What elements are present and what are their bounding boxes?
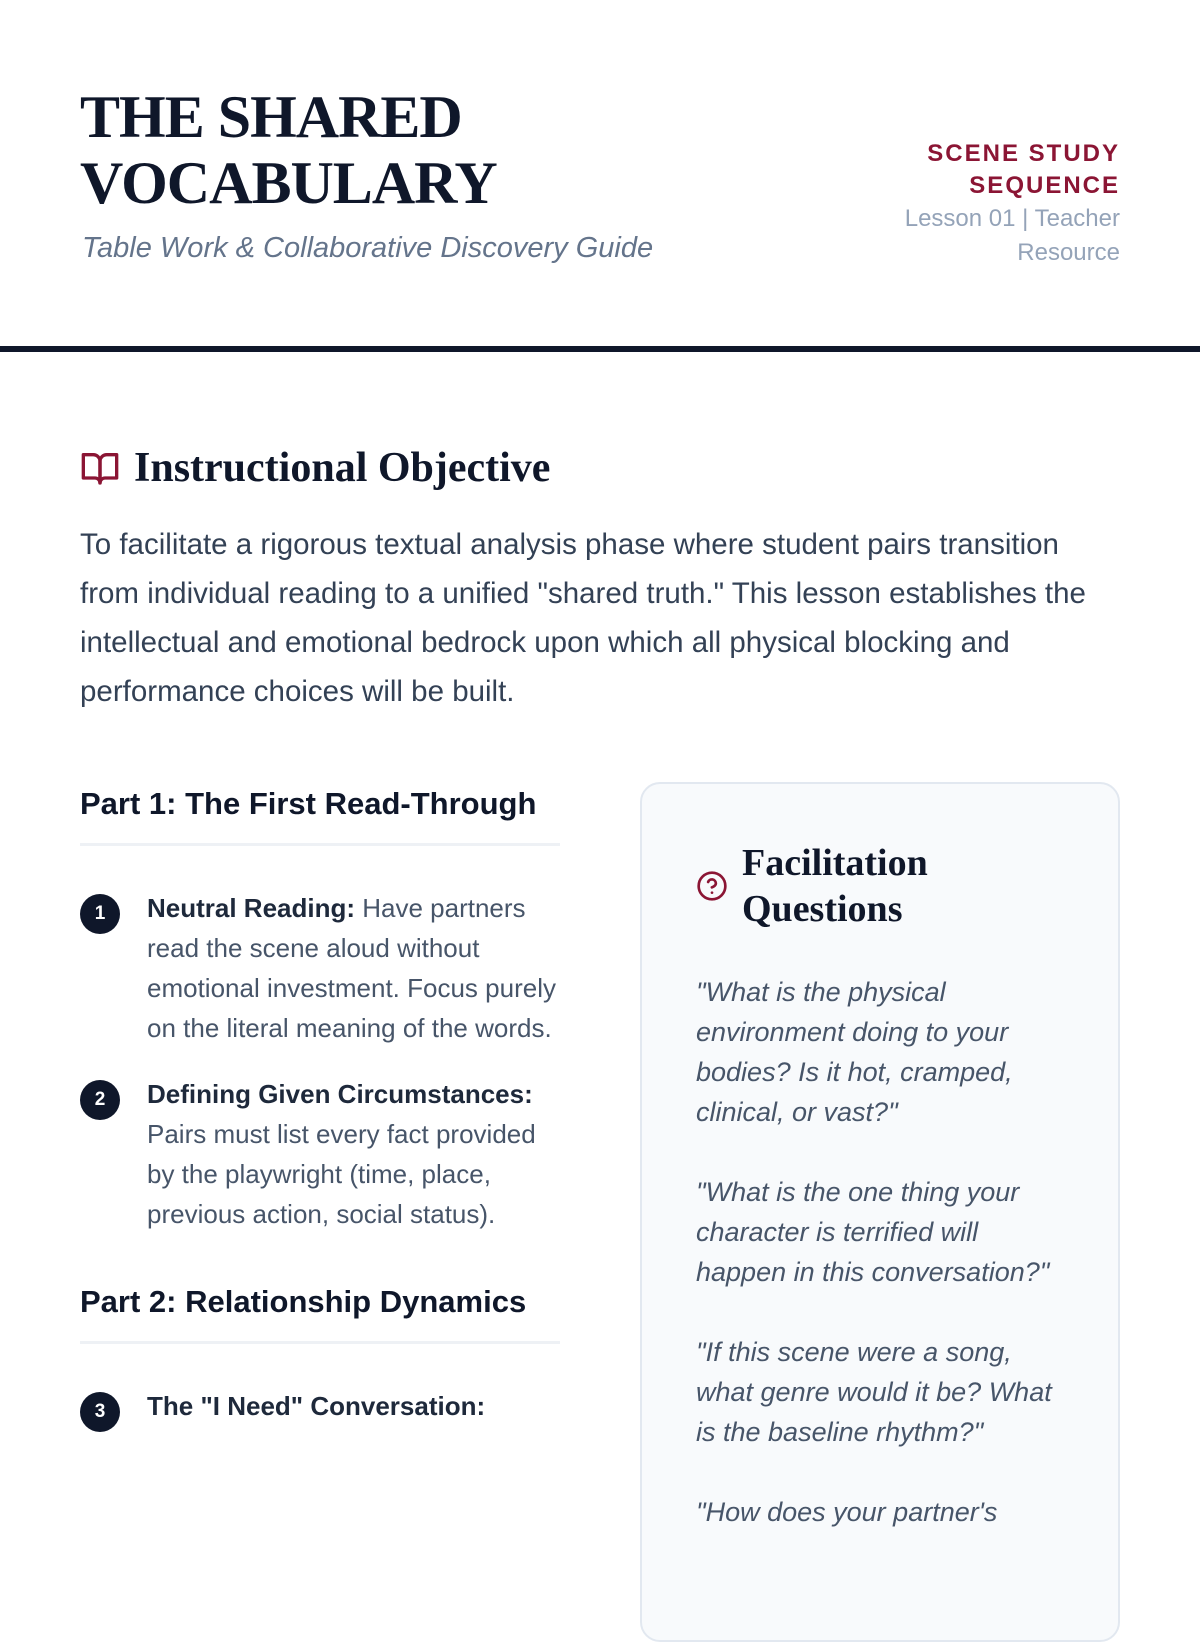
part-2-heading: Part 2: Relationship Dynamics [80,1278,560,1344]
step-number-badge: 3 [80,1392,120,1432]
part-2-steps [80,1386,560,1426]
step-item [80,1074,560,1234]
document-header [0,0,1200,352]
step-text: Have partners read the scene aloud without emotional investment. Focus purely on the literal meaning of the words. [147,893,556,1043]
lesson-label: Lesson 01 | Teacher Resource [904,205,1120,266]
objective-title: Instructional Objective [134,445,551,491]
document-title: THE SHARED VOCABULARY [80,84,497,216]
lesson-meta [860,138,1120,270]
card-title: Facilitation Questions [742,842,928,930]
question-item: "What is the one thing your character is terrified will happen in this conversation?" [696,1177,1050,1287]
series-label: SCENE STUDY SEQUENCE [927,140,1120,199]
step-term: Defining Given Circumstances: [147,1079,533,1109]
step-item [80,1386,560,1426]
card-heading [696,840,1064,932]
facilitation-questions-card [640,782,1120,1642]
part-1-steps [80,888,560,1234]
step-description [147,1074,560,1234]
step-description [147,1386,560,1426]
part-1-heading: Part 1: The First Read-Through [80,780,560,846]
lesson-parts [80,780,560,1452]
question-list [696,972,1064,1532]
step-term: The "I Need" Conversation: [147,1391,486,1421]
step-description [147,888,560,1048]
objective-heading [80,440,550,496]
step-text: Pairs must list every fact provided by the playwright (time, place, previous action, social status). [147,1119,536,1229]
step-item [80,888,560,1048]
step-term: Neutral Reading: [147,893,356,923]
document-subtitle: Table Work & Collaborative Discovery Guide [82,232,654,264]
book-open-icon [80,448,120,488]
question-item: "What is the physical environment doing to your bodies? Is it hot, cramped, clinical, or vast?" [696,977,1013,1127]
question-circle-icon [696,870,728,902]
objective-text: To facilitate a rigorous textual analysis phase where student pairs transition from individual reading to a unified "shared truth." This lesson establishes the intellectual and emotional bedrock upon which all physical blocking and performance choices will be built. [80,528,1086,708]
step-number-badge: 2 [80,1080,120,1120]
question-item: "How does your partner's [696,1497,998,1527]
step-number-badge: 1 [80,894,120,934]
question-item: "If this scene were a song, what genre would it be? What is the baseline rhythm?" [696,1337,1052,1447]
